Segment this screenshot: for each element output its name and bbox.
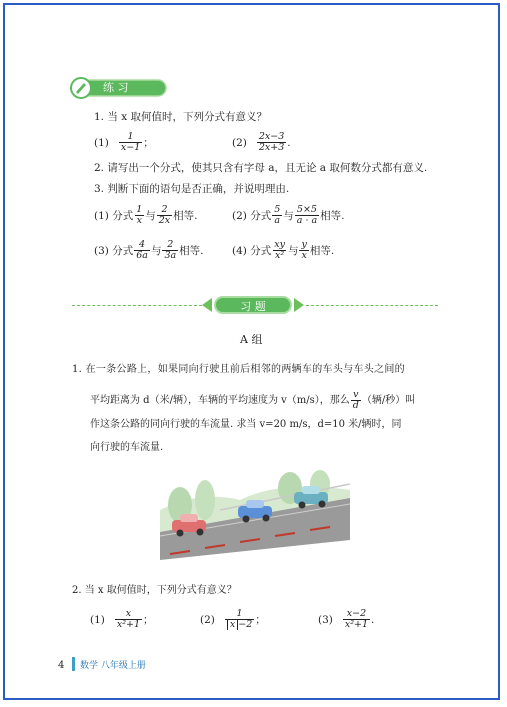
fraction: $\frac{v}{d}$ — [352, 389, 359, 411]
fraction: $\frac{xy}{\text{x²}}$ — [274, 239, 285, 261]
practice-q3-3: (3) 分式 $\frac{4}{6a}$ 与 $\frac{2}{3a}$ 相等. — [94, 239, 204, 261]
fraction: $\frac{2x-3}{2x+3}$ — [258, 131, 285, 153]
fraction: $\frac{4}{6a}$ — [136, 239, 148, 261]
exercise1-line2: 平均距离为 d（米/辆），车辆的平均速度为 v（m/s），那么 $\frac{v}{d}$ （辆/秒）叫 — [90, 389, 416, 411]
exercise2: 2. 当 x 取何值时，下列分式有意义？ — [72, 585, 237, 596]
exercise1-line3: 作这条公路的同向行驶的车流量. 求当 v=20 m/s，d=10 米/辆时，同 — [90, 419, 402, 430]
fraction: $\frac{1}{x -2}$ — [225, 609, 254, 630]
fraction: $\frac{1}{x}$ — [136, 204, 143, 226]
exercise2-c: (3) $\frac{x-2}{\text{x²+1}}$ . — [318, 608, 375, 630]
fraction: $\frac{x-2}{\text{x²+1}}$ — [344, 608, 369, 630]
book-title: 数学 八年级上册 — [80, 661, 146, 671]
fraction: $\frac{2}{3a}$ — [164, 239, 177, 261]
fraction: $\frac{2}{2x}$ — [158, 204, 171, 226]
fraction: $\frac{y}{x}$ — [301, 239, 307, 261]
practice-q3-1: (1) 分式 $\frac{1}{x}$ 与 $\frac{2}{2x}$ 相等. — [94, 204, 198, 226]
practice-q3-4: (4) 分式 $\frac{xy}{\text{x²}}$ 与 $\frac{y}{x}$ 相等. — [232, 239, 335, 261]
fraction: $\frac{5}{a}$ — [274, 204, 281, 226]
practice-q1-b: (2) $\frac{2x-3}{2x+3}$ . — [232, 131, 291, 153]
fraction: $\frac{1}{x-1}$ — [120, 131, 141, 153]
practice-title: 练 习 — [103, 81, 129, 94]
practice-q3-2: (2) 分式 $\frac{5}{a}$ 与 $\frac{5\times 5}{a \cdot a}$ 相等. — [232, 204, 345, 226]
exercise1-line1: 1. 在一条公路上，如果同向行驶且前后相邻的两辆车的车头与车头之间的 — [72, 364, 405, 375]
exercise2-b: (2) $\frac{1}{x -2}$ ； — [200, 608, 266, 630]
page-number: 4 — [58, 660, 65, 671]
divider-arrow-left — [202, 298, 212, 312]
group-heading: A 组 — [240, 333, 263, 346]
divider-arrow-right — [294, 298, 304, 312]
divider-left — [72, 305, 202, 306]
fraction: $\frac{x}{\text{x²+1}}$ — [116, 608, 141, 630]
practice-q2: 2. 请写出一个分式，使其只含有字母 a，且无论 a 取何数分式都有意义. — [94, 162, 428, 174]
practice-q1-a: (1) $\frac{1}{x-1}$ ； — [94, 131, 154, 153]
exercise2-a: (1) $\frac{x}{\text{x²+1}}$ ； — [90, 608, 154, 630]
exercises-title: 习 题 — [214, 296, 292, 314]
road-illustration — [160, 470, 350, 560]
footer-divider — [72, 657, 75, 671]
exercise1-line4: 向行驶的车流量. — [90, 442, 164, 453]
fraction: $\frac{5\times 5}{a \cdot a}$ — [296, 204, 318, 226]
practice-q3: 3. 判断下面的语句是否正确，并说明理由. — [94, 183, 290, 195]
divider-right — [306, 305, 438, 306]
practice-q1: 1. 当 x 取何值时，下列分式有意义？ — [94, 111, 267, 123]
